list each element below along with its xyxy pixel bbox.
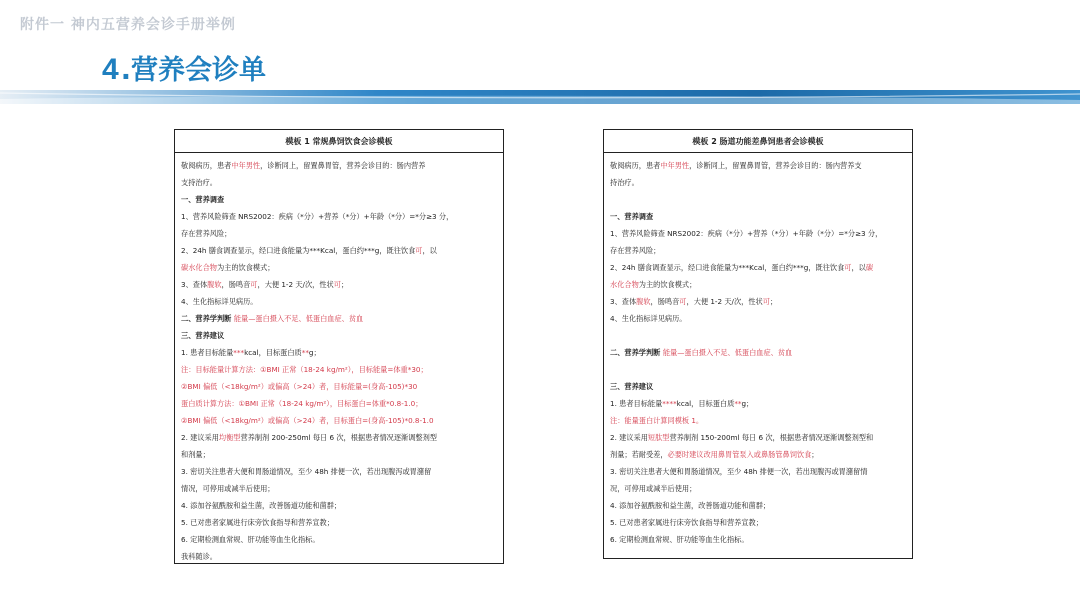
line-text: 和剂量； [181, 450, 210, 459]
section-heading [610, 208, 906, 225]
text-line [181, 395, 497, 412]
line-text: ； [811, 450, 819, 459]
highlight-text: 腹软 [207, 280, 222, 289]
page-title [102, 48, 266, 87]
line-text: 2、24h 膳食调查显示，经口进食能量为***Kcal，蛋白约***g，既往饮食 [610, 263, 845, 272]
text-line [610, 310, 906, 327]
line-text: 况，可停用或减半后使用； [610, 484, 697, 493]
text-line [610, 429, 906, 446]
line-text: 3、查体 [181, 280, 208, 289]
highlight-text: 能量—蛋白摄入不足、低蛋白血症、贫血 [233, 314, 364, 323]
line-text: 4. 添加谷氨酰胺和益生菌，改善肠道功能和菌群； [610, 501, 771, 510]
text-line [610, 157, 906, 174]
text-line [181, 361, 497, 378]
line-text: 4、生化指标详见病历。 [181, 297, 258, 306]
section-heading [181, 310, 497, 327]
text-line [610, 514, 906, 531]
text-line [181, 514, 497, 531]
text-line [181, 276, 497, 293]
line-text: 敬阅病历，患者 [181, 161, 232, 170]
highlight-text: ②BMI 偏低（<18kg/m²）或偏高（>24）者，目标能量=(身高-105)*30 [181, 382, 418, 391]
section-heading [610, 344, 906, 361]
text-line [610, 531, 906, 548]
line-text: 1、营养风险筛查 NRS2002：疾病（*分）+营养（*分）+年龄（*分）=*分≥3 分， [181, 212, 454, 221]
text-line [610, 412, 906, 429]
highlight-text: ** [734, 399, 742, 408]
highlight-text: 中年男性 [660, 161, 690, 170]
text-line [181, 429, 497, 446]
template-1-title: 模板 1 常规鼻饲饮食会诊模板 [175, 130, 503, 153]
line-text: 3、查体 [610, 297, 637, 306]
text-line [181, 174, 497, 191]
highlight-text: 可 [333, 280, 341, 289]
highlight-text: 注：目标能量计算方法：①BMI 正常（18-24 kg/m²），目标能量=体重*30； [181, 365, 428, 374]
text-line [181, 344, 497, 361]
line-text: 一、营养调查 [181, 195, 225, 204]
highlight-text: ** [301, 348, 309, 357]
text-line [610, 242, 906, 259]
header-band [0, 90, 1080, 104]
text-line [610, 480, 906, 497]
text-line [610, 463, 906, 480]
template-2-body [604, 153, 912, 548]
text-line [181, 242, 497, 259]
text-line [181, 531, 497, 548]
line-text: ，诊断同上，留置鼻胃管，营养会诊目的：肠内营养 [260, 161, 426, 170]
highlight-text: **** [662, 399, 677, 408]
template-2-title: 模板 2 肠道功能差鼻饲患者会诊模板 [604, 130, 912, 153]
highlight-text: 注：能量蛋白计算同模板 1。 [610, 416, 704, 425]
text-line [181, 548, 497, 565]
line-text: 3. 密切关注患者大便和胃肠道情况，至少 48h 排便一次，若出现腹泻或胃潴留 [181, 467, 432, 476]
text-line [610, 225, 906, 242]
line-text: 一、营养调查 [610, 212, 654, 221]
line-text: g； [741, 399, 754, 408]
line-text: 情况，可停用或减半后使用； [181, 484, 275, 493]
highlight-text: 短肽型 [647, 433, 670, 442]
text-line [610, 446, 906, 463]
line-text: ，大便 1-2 天/次，性状 [257, 280, 334, 289]
highlight-text: 碳水化合物 [181, 263, 217, 272]
appendix-label: 附件一 神内五营养会诊手册举例 [20, 17, 236, 33]
line-text: kcal，目标蛋白质 [676, 399, 735, 408]
highlight-text: 必要时建议改用鼻胃管泵入或鼻肠管鼻饲饮食 [667, 450, 812, 459]
text-line [181, 412, 497, 429]
line-spacer [610, 361, 906, 378]
line-text: 营养制剂 150-200ml 每日 6 次，根据患者情况逐渐调整剂型和 [669, 433, 874, 442]
section-heading [181, 327, 497, 344]
highlight-text: 蛋白质计算方法：①BMI 正常（18-24 kg/m²），目标蛋白=体重*0.8-1.0； [181, 399, 423, 408]
line-text: 三、营养建议 [610, 382, 654, 391]
line-text: 持治疗。 [610, 178, 639, 187]
line-text: 二、营养学判断 [181, 314, 234, 323]
title-text: .营养会诊单 [120, 55, 266, 86]
text-line [181, 259, 497, 276]
line-text: 1、营养风险筛查 NRS2002：疾病（*分）+营养（*分）+年龄（*分）=*分≥3 分， [610, 229, 883, 238]
text-line [181, 463, 497, 480]
text-line [181, 157, 497, 174]
template-2-card [603, 129, 913, 559]
line-text: 3. 密切关注患者大便和胃肠道情况，至少 48h 排便一次，若出现腹泻或胃潴留情 [610, 467, 868, 476]
section-heading [181, 191, 497, 208]
line-text: ，以 [851, 263, 866, 272]
line-text: ； [769, 297, 778, 306]
line-text: 剂量；若耐受差， [610, 450, 668, 459]
text-line [181, 480, 497, 497]
template-1-card [174, 129, 504, 564]
highlight-text: 可 [250, 280, 258, 289]
line-text: 4、生化指标详见病历。 [610, 314, 687, 323]
line-text: 为主的饮食模式； [638, 280, 697, 289]
text-line [610, 259, 906, 276]
line-text: 三、营养建议 [181, 331, 225, 340]
line-text: 1. 患者目标能量 [181, 348, 234, 357]
highlight-text: 碳 [865, 263, 874, 272]
highlight-text: 可 [415, 246, 423, 255]
text-line [181, 378, 497, 395]
line-text: 4. 添加谷氨酰胺和益生菌，改善肠道功能和菌群； [181, 501, 342, 510]
text-line [181, 497, 497, 514]
text-line [181, 225, 497, 242]
section-heading [610, 378, 906, 395]
line-text: 5. 已对患者家属进行床旁饮食指导和营养宣教； [610, 518, 763, 527]
line-text: 1. 患者目标能量 [610, 399, 663, 408]
text-line [610, 174, 906, 191]
highlight-text: 水化合物 [610, 280, 639, 289]
line-text: 5. 已对患者家属进行床旁饮食指导和营养宣教； [181, 518, 334, 527]
line-text: 我科随诊。 [181, 552, 217, 561]
text-line [181, 293, 497, 310]
highlight-text: ②BMI 偏低（<18kg/m²）或偏高（>24）者，目标蛋白=(身高-105)*0.8-1.0 [181, 416, 434, 425]
line-spacer [610, 327, 906, 344]
line-text: 存在营养风险； [610, 246, 661, 255]
text-line [181, 446, 497, 463]
line-text: ，诊断同上，留置鼻胃管，营养会诊目的：肠内营养支 [689, 161, 862, 170]
line-text: 2. 建议采用 [181, 433, 219, 442]
line-text: ，肠鸣音 [221, 280, 251, 289]
text-line [181, 208, 497, 225]
highlight-text: 可 [679, 297, 687, 306]
line-text: 6. 定期检测血常规、肝功能等血生化指标。 [610, 535, 749, 544]
text-line [610, 293, 906, 310]
line-text: g； [308, 348, 321, 357]
template-1-body [175, 153, 503, 565]
line-text: 为主的饮食模式； [216, 263, 275, 272]
highlight-text: 腹软 [636, 297, 651, 306]
line-text: ，肠鸣音 [650, 297, 680, 306]
line-text: 2. 建议采用 [610, 433, 648, 442]
highlight-text: 中年男性 [231, 161, 261, 170]
line-spacer [610, 191, 906, 208]
line-text: ，以 [422, 246, 437, 255]
line-text: ； [340, 280, 349, 289]
highlight-text: 可 [844, 263, 852, 272]
highlight-text: *** [233, 348, 245, 357]
line-text: 支持治疗。 [181, 178, 217, 187]
line-text: 6. 定期检测血常规、肝功能等血生化指标。 [181, 535, 320, 544]
line-text: 二、营养学判断 [610, 348, 663, 357]
highlight-text: 能量—蛋白摄入不足、低蛋白血症、贫血 [662, 348, 793, 357]
line-text: ，大便 1-2 天/次，性状 [686, 297, 763, 306]
line-text: 敬阅病历，患者 [610, 161, 661, 170]
line-text: kcal，目标蛋白质 [244, 348, 302, 357]
highlight-text: 均衡型 [218, 433, 241, 442]
title-number: 4 [102, 53, 119, 86]
line-text: 存在营养风险； [181, 229, 232, 238]
line-text: 2、24h 膳食调查显示，经口进食能量为***Kcal，蛋白约***g，既往饮食 [181, 246, 416, 255]
text-line [610, 276, 906, 293]
line-text: 营养制剂 200-250ml 每日 6 次，根据患者情况逐渐调整剂型 [240, 433, 437, 442]
text-line [610, 395, 906, 412]
text-line [610, 497, 906, 514]
highlight-text: 可 [762, 297, 770, 306]
